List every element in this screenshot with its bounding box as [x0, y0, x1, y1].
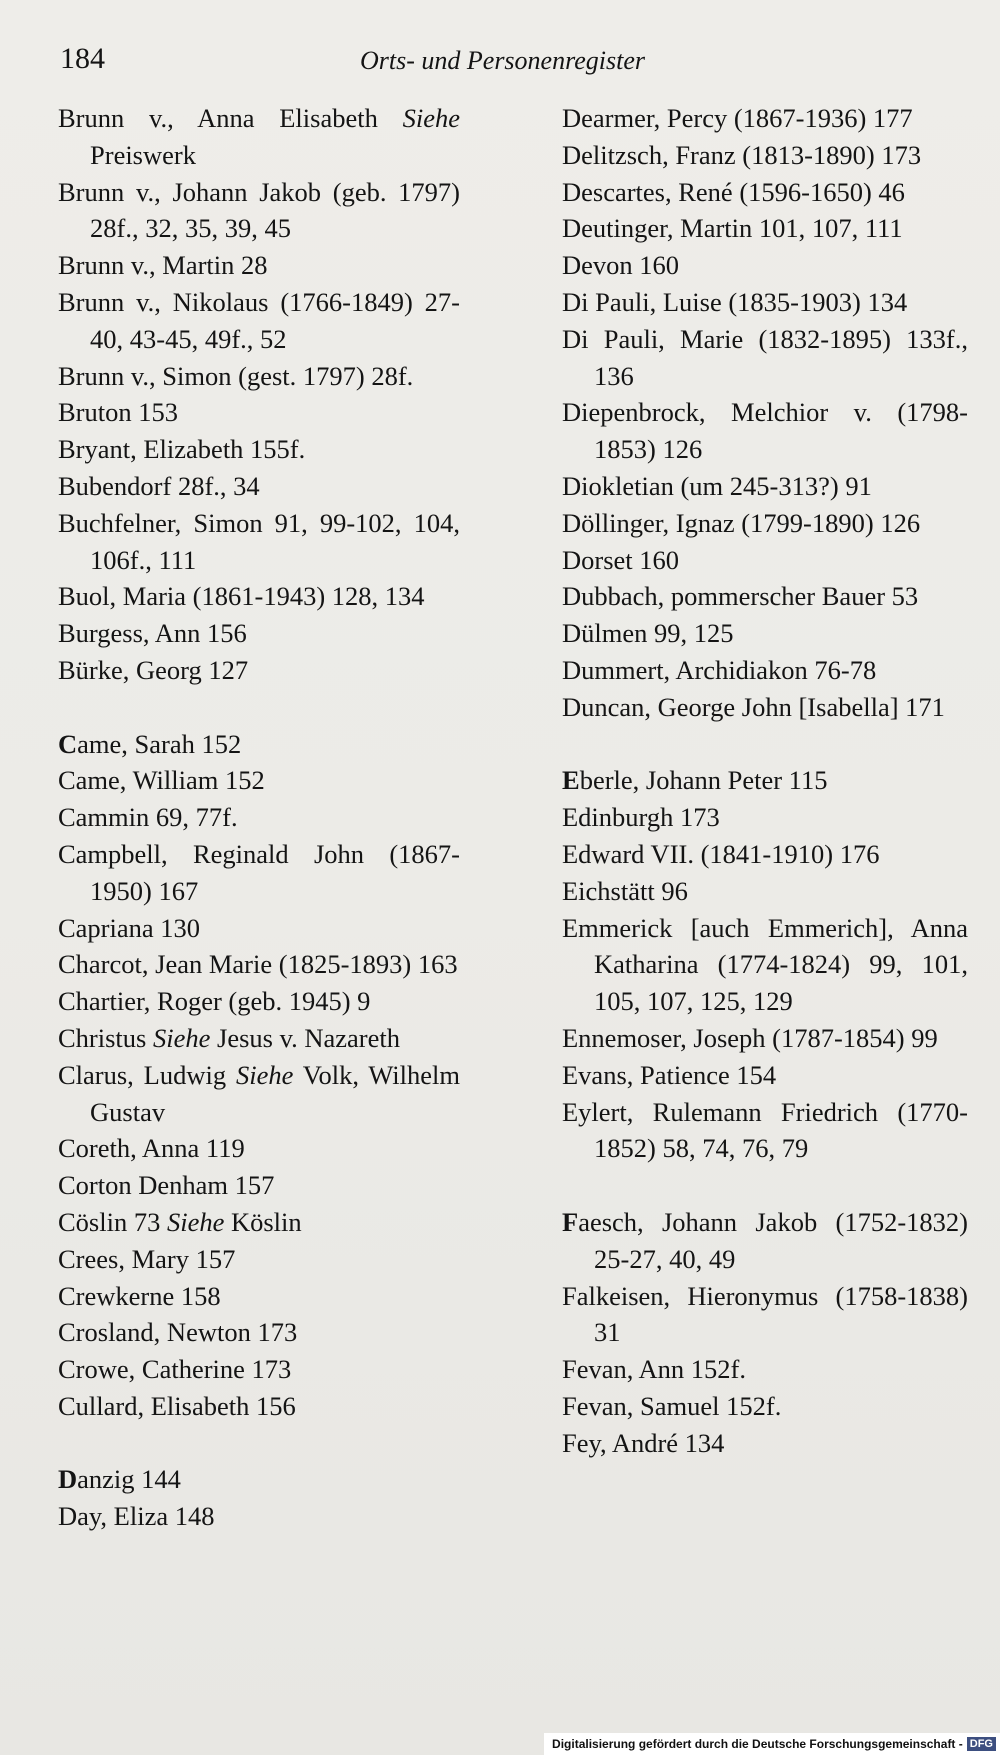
index-entry: Dearmer, Percy (1867-1936) 177	[562, 103, 913, 133]
index-entry: Brunn v., Johann Jakob (geb. 1797) 28f., 32, 35, 39, 45	[58, 176, 460, 244]
index-entry: Emmerick [auch Emmerich], Anna Katharina (1774-1824) 99, 101, 105, 107, 125, 129	[562, 912, 968, 1017]
index-entry: Döllinger, Ignaz (1799-1890) 126	[562, 507, 921, 538]
index-entry: Edward VII. (1841-1910) 176	[562, 838, 880, 869]
index-entry: Cullard, Elisabeth 156	[58, 1390, 296, 1421]
index-entry: Day, Eliza 148	[58, 1501, 215, 1532]
index-entry: Burgess, Ann 156	[58, 618, 247, 649]
digitization-credit	[544, 1733, 1000, 1755]
index-entry: Crees, Mary 157	[58, 1243, 236, 1274]
index-entry: Campbell, Reginald John (1867-1950) 167	[58, 838, 460, 906]
dfg-logo: DFG	[967, 1737, 996, 1751]
index-entry: Bruton 153	[58, 397, 178, 428]
index-entry: Bryant, Elizabeth 155f.	[58, 434, 306, 465]
index-entry: Brunn v., Martin 28	[58, 250, 268, 281]
letter-group-initial: E	[562, 765, 580, 796]
index-entry: Brunn v., Simon (gest. 1797) 28f.	[58, 360, 414, 391]
index-entry: Fey, André 134	[562, 1427, 725, 1458]
index-entry: Bubendorf 28f., 34	[58, 470, 260, 501]
index-entry: Delitzsch, Franz (1813-1890) 173	[562, 139, 922, 170]
index-entry: Edinburgh 173	[562, 802, 720, 833]
index-entry: Crowe, Catherine 173	[58, 1354, 292, 1385]
index-entry: Came, Sarah 152	[58, 728, 242, 759]
index-entry: Descartes, René (1596-1650) 46	[562, 176, 905, 207]
index-entry: Dülmen 99, 125	[562, 618, 734, 649]
index-entry: Dorset 160	[562, 544, 680, 575]
letter-group-initial: D	[58, 1464, 78, 1495]
index-entry: Diokletian (um 245-313?) 91	[562, 470, 872, 501]
letter-group-initial: F	[562, 1206, 579, 1237]
index-entry: Bürke, Georg 127	[58, 654, 249, 685]
index-entry: Corton Denham 157	[58, 1170, 275, 1201]
index-entry: Evans, Patience 154	[562, 1059, 777, 1090]
index-entry: Ennemoser, Joseph (1787-1854) 99	[562, 1022, 938, 1053]
index-entry: Crosland, Newton 173	[58, 1317, 298, 1348]
index-entry: Diepenbrock, Melchior v. (1798-1853) 126	[562, 397, 968, 465]
running-head: Orts- und Personenregister	[360, 46, 646, 75]
index-entry: Falkeisen, Hieronymus (1758-1838) 31	[562, 1280, 968, 1348]
index-entry: Eichstätt 96	[562, 875, 688, 906]
index-entry: Faesch, Johann Jakob (1752-1832) 25-27, 40, 49	[562, 1206, 968, 1274]
index-entry: Dubbach, pommerscher Bauer 53	[562, 581, 919, 612]
index-entry: Chartier, Roger (geb. 1945) 9	[58, 986, 371, 1017]
index-entry: Eberle, Johann Peter 115	[562, 765, 828, 796]
index-entry: Di Pauli, Luise (1835-1903) 134	[562, 286, 908, 317]
index-column-left	[58, 100, 460, 1535]
index-entry: Buol, Maria (1861-1943) 128, 134	[58, 581, 425, 612]
index-entry: Came, William 152	[58, 765, 265, 796]
index-entry: Deutinger, Martin 101, 107, 111	[562, 213, 903, 244]
index-entry: Buchfelner, Simon 91, 99-102, 104, 106f., 111	[58, 507, 460, 575]
letter-group-initial: C	[58, 728, 78, 759]
credit-text: Digitalisierung gefördert durch die Deutsche Forschungsgemeinschaft -	[552, 1737, 963, 1751]
index-entry: Crewkerne 158	[58, 1280, 221, 1311]
index-column-right	[562, 100, 968, 1461]
index-entry: Danzig 144	[58, 1464, 181, 1495]
index-entry: Cammin 69, 77f.	[58, 802, 238, 833]
index-entry: Charcot, Jean Marie (1825-1893) 163	[58, 949, 458, 980]
index-entry: Dummert, Archidiakon 76-78	[562, 654, 877, 685]
index-entry: Clarus, Ludwig Siehe Volk, Wilhelm Gustav	[58, 1059, 460, 1127]
index-entry: Christus Siehe Jesus v. Nazareth	[58, 1022, 400, 1053]
index-entry: Brunn v., Nikolaus (1766-1849) 27-40, 43-45, 49f., 52	[58, 286, 460, 354]
page-number: 184	[60, 42, 105, 75]
index-entry: Eylert, Rulemann Friedrich (1770-1852) 58, 74, 76, 79	[562, 1096, 968, 1164]
index-entry: Devon 160	[562, 250, 680, 281]
index-entry: Cöslin 73 Siehe Köslin	[58, 1206, 302, 1237]
index-entry: Fevan, Ann 152f.	[562, 1354, 747, 1385]
index-entry: Brunn v., Anna Elisabeth Siehe Preiswerk	[58, 103, 460, 170]
index-entry: Duncan, George John [Isabella] 171	[562, 691, 945, 722]
index-entry: Capriana 130	[58, 912, 201, 943]
index-entry: Fevan, Samuel 152f.	[562, 1390, 782, 1421]
index-entry: Coreth, Anna 119	[58, 1133, 245, 1164]
index-entry: Di Pauli, Marie (1832-1895) 133f., 136	[562, 323, 968, 391]
